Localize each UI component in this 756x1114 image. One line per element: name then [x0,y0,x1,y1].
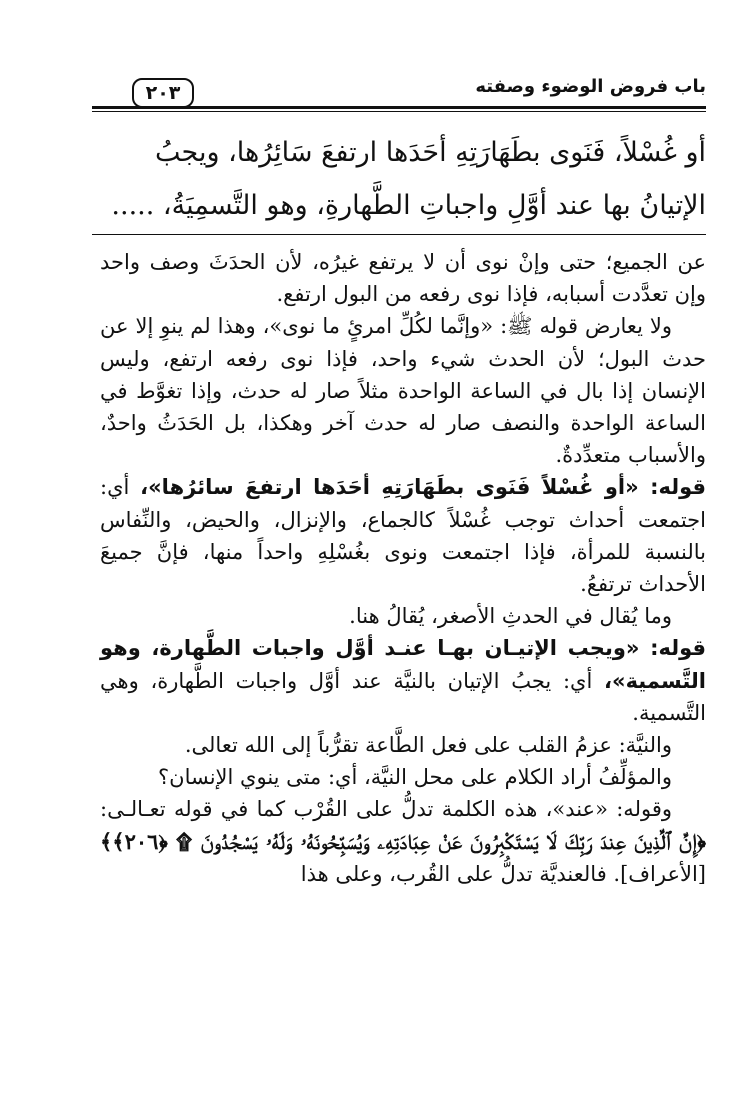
commentary-text-a: وقوله: «عند»، هذه الكلمة تدلُّ على القُرْب كما في قوله تعـالـى: [100,797,672,822]
page-number: ٢٠٣ [132,78,194,108]
commentary-paragraph [100,632,706,729]
page-header [92,72,706,116]
commentary-paragraph: والنيَّة: عزمُ القلب على فعل الطَّاعة تقرُّباً إلى الله تعالى. [184,733,672,758]
quote-explanation: أي: يجبُ الإتيان بالنيَّة عند أوَّل واجبات الطَّهارة، وهي التَّسمية. [100,668,706,725]
commentary-paragraph [100,471,706,600]
commentary-text-b: [الأعراف]. فالعنديَّة تدلُّ على القُرب، وعلى هذا [300,861,706,886]
matn-divider [92,234,706,235]
commentary-paragraph: وما يُقال في الحدثِ الأصغر، يُقالُ هنا. [349,604,672,629]
quote-lead: قوله: «أو غُسْلاً فَنَوى بطَهَارَتِهِ أحَدَها ارتفعَ سائرُها»، [140,475,707,500]
commentary-text [100,246,706,890]
header-rule-thin [92,111,706,112]
commentary-paragraph [100,793,706,890]
running-title: باب فروض الوضوء وصفته [475,76,706,97]
commentary-paragraph: ولا يعارض قوله ﷺ: «وإنَّما لكُلِّ امرئٍ ما نوى»، وهذا لم ينوِ إلا عن حدث البول؛ لأن الحدث شيء واحد، فإذا نوى رفعه ارتفع، وليس الإنسان إذا بال في الساعة الواحدة مثلاً صار له حدث، وإذا تغوَّط في الساعة الواحدة والنصف صار له حدث آخر وهكذا، بل الحَدَثُ واحدٌ، والأسباب متعدِّدةٌ. [100,314,706,468]
commentary-paragraph: والمؤلِّفُ أراد الكلام على محل النيَّة، أي: متى ينوي الإنسان؟ [158,765,672,790]
quote-explanation: أي: اجتمعت أحداث توجب غُسْلاً كالجماع، والإنزال، والحيض، والنِّفاس بالنسبة للمرأة، فإذا اجتمعت ونوى بغُسْلِهِ واحداً منها، فإنَّ جميعَ الأحداث ترتفعُ. [100,475,706,597]
commentary-paragraph: عن الجميع؛ حتى وإنْ نوى أن لا يرتفع غيرُه، لأن الحدَثَ وصف واحد وإن تعدَّدت أسبابه، فإذا نوى رفعه من البول ارتفع. [100,250,706,307]
quran-verse: ﴿إِنَّ ٱلَّذِينَ عِندَ رَبِّكَ لَا يَسْتَكْبِرُونَ عَنْ عِبَادَتِهِۦ وَيُسَبِّحُونَهُۥ وَلَهُۥ يَسْجُدُونَ ۩ ﴿٢٠٦﴾﴾ [100,828,706,854]
matn-line-2: الإتيانُ بها عند أوَّلِ واجباتِ الطَّهارةِ، وهو التَّسمِيَةُ، ..... [111,190,706,221]
matn-line-1: أو غُسْلاً، فَنَوى بطَهَارَتِهِ أحَدَها ارتفعَ سَائِرُها، ويجبُ [155,137,706,168]
quote-lead: قوله: «ويجب الإتيـان بهـا عنـد أوَّل واجبات الطَّهارة، وهو التَّسمية»، [100,636,706,693]
matn-text [100,126,706,232]
